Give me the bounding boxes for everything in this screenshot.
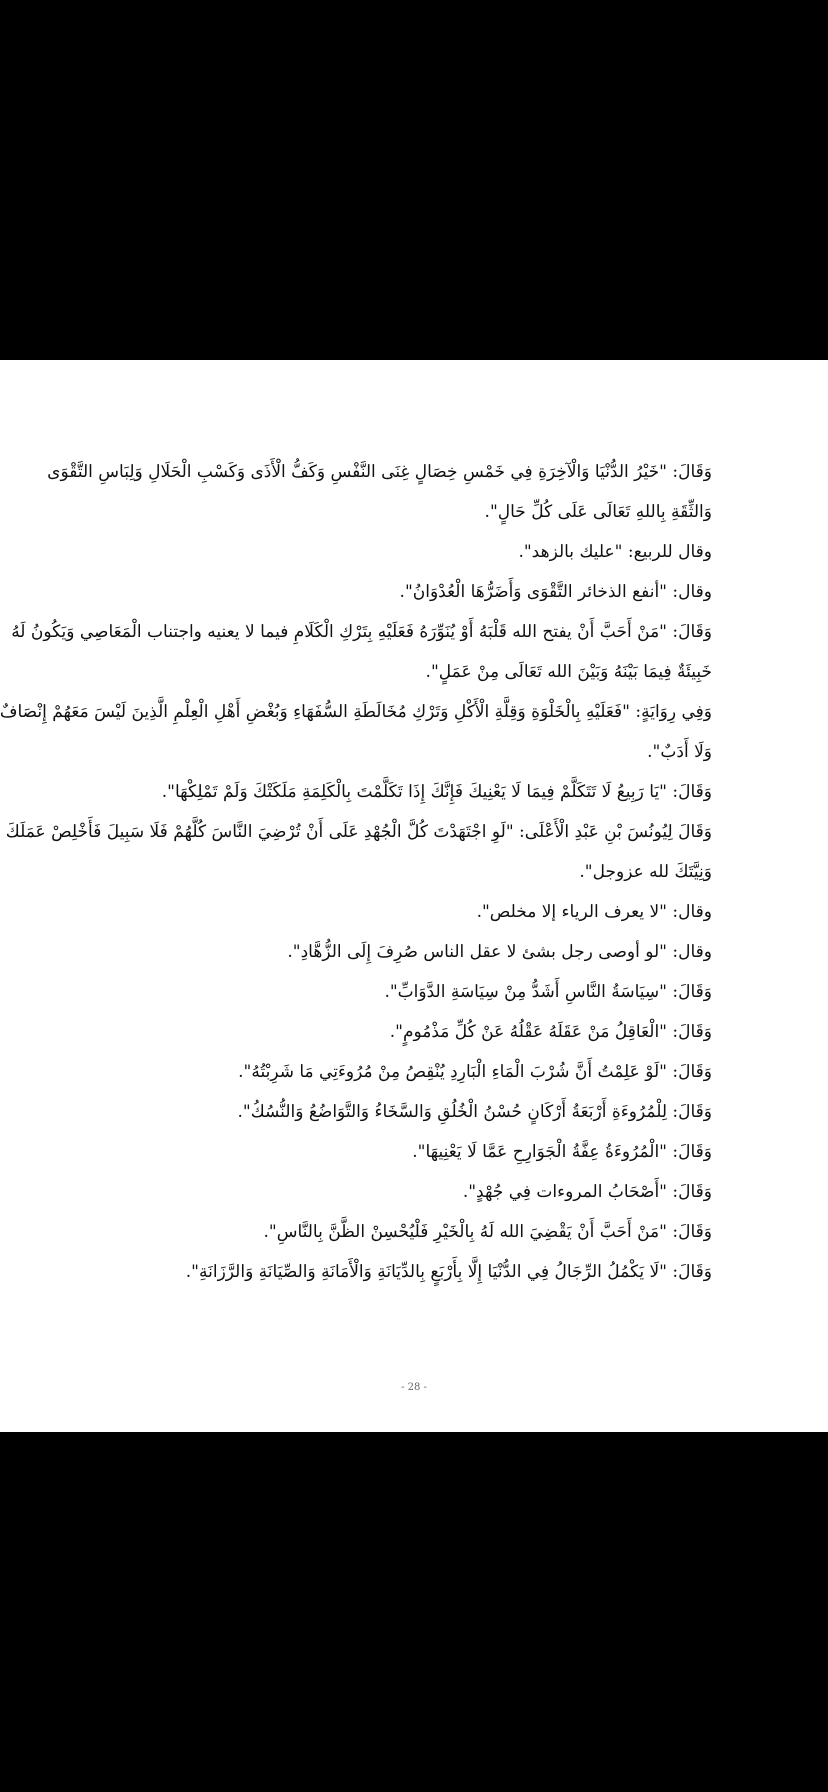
paragraph: [152, 932, 712, 972]
text-line: خَبِيئَةٌ فِيمَا بَيْنَهُ وَبَيْنَ الله تَعَالَى مِنْ عَمَلٍ".: [425, 662, 712, 682]
document-page[interactable]: [0, 360, 828, 1432]
text-line: وَقَالَ: "لَا يَكْمُلُ الرِّجَالُ فِي الدُّنْيَا إِلَّا بِأَرْبَعٍ بِالدِّيَانَةِ وَالْأَمَانَةِ وَالصِّيَانَةِ وَالرَّزَانَةِ".: [185, 1262, 712, 1282]
text-line: وَقَالَ: "الْمُرُوءَةُ عِفَّةُ الْجَوَارِحِ عَمَّا لَا يَعْنِيهَا".: [412, 1142, 712, 1162]
text-line: وقال: "لا يعرف الرياء إلا مخلص".: [476, 902, 712, 922]
text-line: وَقَالَ: "سِيَاسَةُ النَّاسِ أَشَدُّ مِنْ سِيَاسَةِ الدَّوَابِّ".: [384, 982, 712, 1002]
text-line: وَقَالَ: "أَصْحَابُ المروءات فِي جُهْدٍ".: [462, 1182, 712, 1202]
paragraph: [47, 452, 712, 532]
paragraph: [152, 1012, 712, 1052]
text-line: وَنِيَّتَكَ لله عزوجل".: [579, 862, 712, 882]
paragraph: [152, 1132, 712, 1172]
paragraph: [152, 1092, 712, 1132]
paragraph: [152, 1252, 712, 1292]
text-line: وقال: "لو أوصى رجل بشئ لا عقل الناس صُرِفَ إِلَى الزُّهَّادِ".: [287, 942, 712, 962]
paragraph: [152, 772, 712, 812]
top-letterbox: [0, 0, 828, 360]
paragraph: [0, 692, 712, 772]
paragraph: [152, 1172, 712, 1212]
text-line: وَالثِّقَةِ بِاللهِ تَعَالَى عَلَى كُلِّ حَالٍ".: [484, 502, 712, 522]
text-body: [0, 452, 712, 1292]
text-line: وَقَالَ: لِلْمُرُوءَةِ أَرْبَعَةُ أَرْكَانٍ حُسْنُ الْخُلُقِ وَالسَّخَاءُ وَالتَّوَاضُعُ وَالنُّسُكُ".: [237, 1102, 712, 1122]
paragraph: [152, 972, 712, 1012]
text-line: وَقَالَ: "الْعَاقِلُ مَنْ عَقَلَهُ عَقْلُهُ عَنْ كُلِّ مَذْمُومٍ".: [389, 1022, 712, 1042]
paragraph: [152, 532, 712, 572]
text-line: وقال: "أنفع الذخائر التَّقْوَى وَأَضَرُّهَا الْعُدْوَانُ".: [399, 582, 712, 602]
text-line: وَفِي رِوَايَةٍ: "فَعَلَيْهِ بِالْخَلْوَةِ وَقِلَّةِ الْأَكْلِ وَتَرْكِ مُخَالَطَةِ السُّفَهَاءِ وَبُغْضِ أَهْلِ الْعِلْمِ الَّذِينَ لَيْسَ مَعَهُمْ إِنْصَافٌ: [0, 702, 712, 722]
text-line: وقال للربيع: "عليك بالزهد".: [518, 542, 712, 562]
text-line: وَقَالَ: "مَنْ أَحَبَّ أَنْ يفتح الله قَلْبَهُ أَوْ يُنَوِّرَهُ فَعَلَيْهِ بِتَرْكِ الْكَلَامِ فيما لا يعنيه واجتناب الْمَعَاصِي وَيَكُونُ لَهُ: [11, 622, 712, 642]
text-line: وَقَالَ: "خَيْرُ الدُّنْيَا وَالْآخِرَةِ فِي خَمْسِ خِصَالٍ غِنَى النَّفْسِ وَكَفُّ الْأَذَى وَكَسْبِ الْحَلَالِ وَلِبَاسِ التَّقْوَى: [47, 462, 712, 482]
paragraph: [152, 1052, 712, 1092]
text-line: وَقَالَ: "مَنْ أَحَبَّ أَنْ يَقْضِيَ الله لَهُ بِالْخَيْرِ فَلْيُحْسِنْ الظَّنَّ بِالنَّاسِ".: [263, 1222, 712, 1242]
paragraph: [152, 892, 712, 932]
paragraph: [5, 812, 712, 892]
page-number: - 28 -: [401, 1382, 427, 1393]
paragraph: [152, 1212, 712, 1252]
paragraph: [11, 612, 712, 692]
text-line: وَقَالَ لِيُونُسَ بْنِ عَبْدِ الْأَعْلَى: "لَوِ اجْتَهَدْتَ كُلَّ الْجُهْدِ عَلَى أَنْ تُرْضِيَ النَّاسَ كُلَّهُمْ فَلَا سَبِيلَ فَأَخْلِصْ عَمَلَكَ: [5, 822, 712, 842]
paragraph: [152, 572, 712, 612]
bottom-letterbox: [0, 1432, 828, 1792]
text-line: وَقَالَ: "يَا رَبِيعُ لَا تَتَكَلَّمْ فِيمَا لَا يَعْنِيكَ فَإِنَّكَ إِذَا تَكَلَّمْتَ بِالْكَلِمَةِ مَلَكَتْكَ وَلَمْ تَمْلِكْهَا".: [161, 782, 712, 802]
text-line: وَقَالَ: "لَوْ عَلِمْتُ أَنَّ شُرْبَ الْمَاءِ الْبَارِدِ يُنْقِصُ مِنْ مُرُوءَتِي مَا شَرِبْتُهُ".: [238, 1062, 712, 1082]
text-line: وَلَا أَدَبٌ".: [647, 742, 712, 762]
